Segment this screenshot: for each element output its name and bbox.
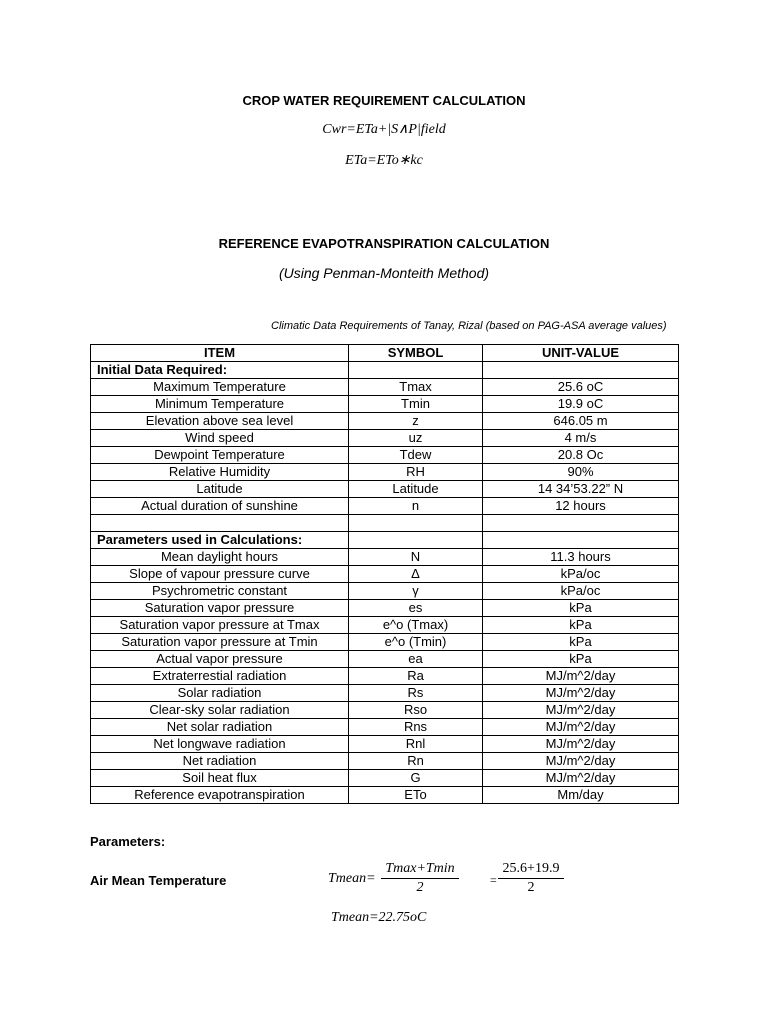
fraction-denominator: 2 <box>416 880 424 895</box>
item-cell: Solar radiation <box>91 685 349 702</box>
table-row <box>91 702 679 719</box>
table-row <box>91 413 679 430</box>
value-cell: 25.6 oC <box>483 379 679 396</box>
item-cell: Clear-sky solar radiation <box>91 702 349 719</box>
symbol-cell: ea <box>349 651 483 668</box>
symbol-cell: Tdew <box>349 447 483 464</box>
value-cell: 20.8 Oc <box>483 447 679 464</box>
climatic-data-table <box>90 344 679 804</box>
table-cell <box>349 515 483 532</box>
empty-row <box>91 515 679 532</box>
eta-equation: ETa=ETo∗kc <box>345 153 423 168</box>
table-row <box>91 651 679 668</box>
table-cell <box>349 532 483 549</box>
item-cell: Net radiation <box>91 753 349 770</box>
reference-evapotranspiration-title: REFERENCE EVAPOTRANSPIRATION CALCULATION <box>218 236 550 251</box>
symbol-cell: γ <box>349 583 483 600</box>
tmean-lhs: Tmean= <box>328 871 376 886</box>
item-cell: Actual vapor pressure <box>91 651 349 668</box>
item-cell: Wind speed <box>91 430 349 447</box>
value-cell: MJ/m^2/day <box>483 719 679 736</box>
value-cell: MJ/m^2/day <box>483 702 679 719</box>
symbol-cell: uz <box>349 430 483 447</box>
item-cell: Dewpoint Temperature <box>91 447 349 464</box>
table-row <box>91 668 679 685</box>
item-cell: Mean daylight hours <box>91 549 349 566</box>
header-unit-value: UNIT-VALUE <box>483 345 679 362</box>
symbol-cell: N <box>349 549 483 566</box>
table-row <box>91 447 679 464</box>
section-label-parameters: Parameters used in Calculations: <box>91 532 349 549</box>
table-row <box>91 719 679 736</box>
table-row <box>91 736 679 753</box>
table-row <box>91 583 679 600</box>
value-cell: Mm/day <box>483 787 679 804</box>
symbol-cell: e^o (Tmax) <box>349 617 483 634</box>
value-cell: MJ/m^2/day <box>483 685 679 702</box>
table-row <box>91 464 679 481</box>
tmean-formula-fraction <box>381 860 459 897</box>
table-row <box>91 566 679 583</box>
item-cell: Saturation vapor pressure <box>91 600 349 617</box>
table-row <box>91 600 679 617</box>
symbol-cell: RH <box>349 464 483 481</box>
value-cell: 646.05 m <box>483 413 679 430</box>
value-cell: MJ/m^2/day <box>483 668 679 685</box>
item-cell: Elevation above sea level <box>91 413 349 430</box>
equals-sign: = <box>490 873 497 887</box>
fraction-numerator: Tmax+Tmin <box>381 860 459 879</box>
table-cell <box>349 362 483 379</box>
value-cell: 90% <box>483 464 679 481</box>
value-cell: 12 hours <box>483 498 679 515</box>
table-cell <box>91 515 349 532</box>
header-item: ITEM <box>91 345 349 362</box>
value-cell: 4 m/s <box>483 430 679 447</box>
item-cell: Latitude <box>91 481 349 498</box>
parameters-heading: Parameters: <box>90 834 166 849</box>
symbol-cell: Ra <box>349 668 483 685</box>
symbol-cell: Latitude <box>349 481 483 498</box>
item-cell: Reference evapotranspiration <box>91 787 349 804</box>
table-row <box>91 396 679 413</box>
symbol-cell: Rn <box>349 753 483 770</box>
item-cell: Net longwave radiation <box>91 736 349 753</box>
value-cell: kPa <box>483 634 679 651</box>
section-row-parameters <box>91 532 679 549</box>
symbol-cell: Tmin <box>349 396 483 413</box>
tmean-result: Tmean=22.75oC <box>331 910 427 925</box>
item-cell: Maximum Temperature <box>91 379 349 396</box>
value-cell: 19.9 oC <box>483 396 679 413</box>
section-row-initial <box>91 362 679 379</box>
symbol-cell: e^o (Tmin) <box>349 634 483 651</box>
table-row <box>91 685 679 702</box>
symbol-cell: Δ <box>349 566 483 583</box>
symbol-cell: Rns <box>349 719 483 736</box>
value-cell: MJ/m^2/day <box>483 753 679 770</box>
fraction-numerator: 25.6+19.9 <box>498 860 564 879</box>
air-mean-temperature-label: Air Mean Temperature <box>90 873 227 888</box>
symbol-cell: es <box>349 600 483 617</box>
value-cell: MJ/m^2/day <box>483 770 679 787</box>
item-cell: Saturation vapor pressure at Tmin <box>91 634 349 651</box>
symbol-cell: z <box>349 413 483 430</box>
value-cell: 11.3 hours <box>483 549 679 566</box>
cwr-equation: Cwr=ETa+|S∧P|field <box>322 122 446 137</box>
table-row <box>91 753 679 770</box>
symbol-cell: Rso <box>349 702 483 719</box>
header-symbol: SYMBOL <box>349 345 483 362</box>
table-row <box>91 379 679 396</box>
symbol-cell: n <box>349 498 483 515</box>
item-cell: Actual duration of sunshine <box>91 498 349 515</box>
table-row <box>91 498 679 515</box>
value-cell: kPa/oc <box>483 583 679 600</box>
value-cell: kPa <box>483 600 679 617</box>
fraction-denominator: 2 <box>527 880 535 895</box>
table-row <box>91 634 679 651</box>
value-cell: kPa/oc <box>483 566 679 583</box>
symbol-cell: Tmax <box>349 379 483 396</box>
table-row <box>91 787 679 804</box>
value-cell: 14 34’53.22” N <box>483 481 679 498</box>
table-row <box>91 770 679 787</box>
tmean-values-fraction <box>498 860 564 897</box>
table-cell <box>483 532 679 549</box>
section-label-initial: Initial Data Required: <box>91 362 349 379</box>
value-cell: kPa <box>483 651 679 668</box>
table-row <box>91 481 679 498</box>
item-cell: Net solar radiation <box>91 719 349 736</box>
item-cell: Minimum Temperature <box>91 396 349 413</box>
table-row <box>91 430 679 447</box>
symbol-cell: ETo <box>349 787 483 804</box>
value-cell: MJ/m^2/day <box>483 736 679 753</box>
table-cell <box>483 362 679 379</box>
item-cell: Soil heat flux <box>91 770 349 787</box>
symbol-cell: Rs <box>349 685 483 702</box>
item-cell: Slope of vapour pressure curve <box>91 566 349 583</box>
table-caption: Climatic Data Requirements of Tanay, Rizal (based on PAG-ASA average values) <box>271 320 667 332</box>
table-cell <box>483 515 679 532</box>
table-row <box>91 549 679 566</box>
table-row <box>91 617 679 634</box>
method-subtitle: (Using Penman-Monteith Method) <box>278 265 490 281</box>
symbol-cell: G <box>349 770 483 787</box>
item-cell: Relative Humidity <box>91 464 349 481</box>
item-cell: Saturation vapor pressure at Tmax <box>91 617 349 634</box>
table-header-row <box>91 345 679 362</box>
item-cell: Psychrometric constant <box>91 583 349 600</box>
crop-water-requirement-title: CROP WATER REQUIREMENT CALCULATION <box>242 93 526 108</box>
item-cell: Extraterrestial radiation <box>91 668 349 685</box>
value-cell: kPa <box>483 617 679 634</box>
symbol-cell: Rnl <box>349 736 483 753</box>
